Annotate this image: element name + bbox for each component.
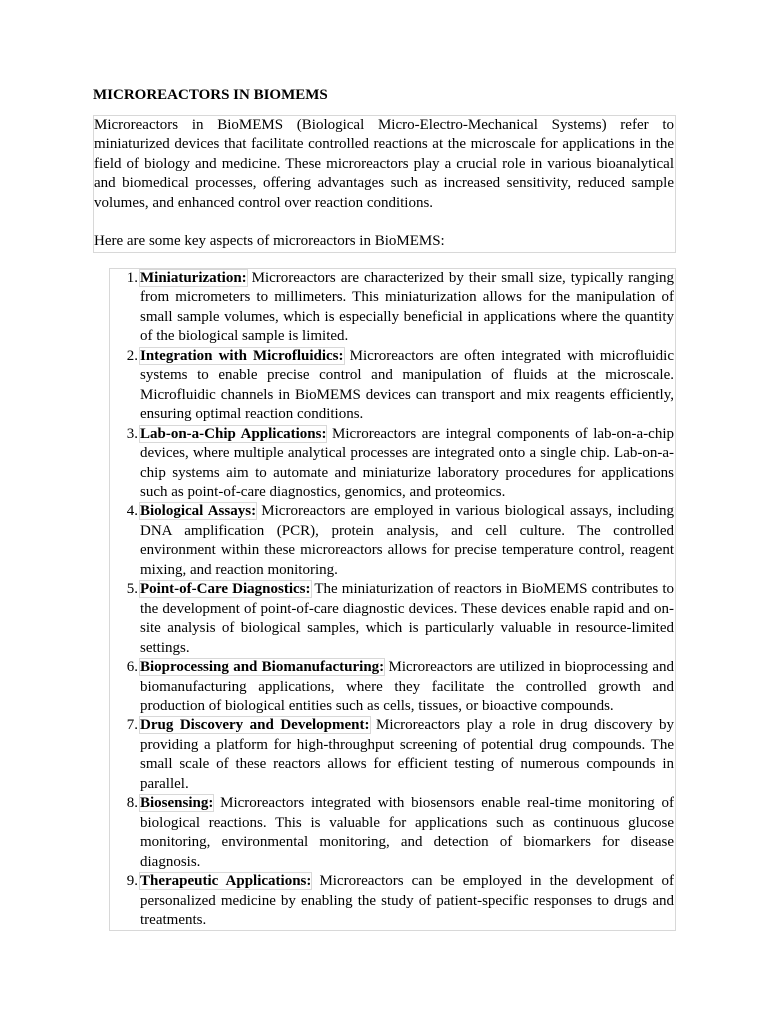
list-item-text: Microreactors are employed in various biological assays, including DNA amplification (PCR), protein analysis, and cell culture. The controlled environment within these microreactors allows for precise temperature control, reagent mixing, and reaction monitoring. bbox=[140, 503, 674, 578]
list-item bbox=[110, 716, 675, 794]
list-item bbox=[110, 269, 675, 347]
list-item-body bbox=[139, 425, 675, 503]
lead-in-paragraph: Here are some key aspects of microreactors in BioMEMS: bbox=[94, 233, 445, 250]
list-item-term: Lab-on-a-Chip Applications: bbox=[140, 425, 327, 442]
list-item-body bbox=[139, 269, 675, 347]
list-item-body bbox=[139, 716, 675, 794]
list-item-number: 6. bbox=[126, 659, 138, 676]
list-item-text: Microreactors can be employed in the development of personalized medicine by enabling the study of patient-specific responses to drugs and treatments. bbox=[140, 873, 674, 928]
list-item bbox=[110, 658, 675, 716]
list-item-body bbox=[139, 347, 675, 425]
list-item-term: Drug Discovery and Development: bbox=[140, 717, 370, 734]
list-item-term: Bioprocessing and Biomanufacturing: bbox=[140, 659, 385, 676]
list-item-number: 7. bbox=[126, 717, 138, 734]
list-item bbox=[110, 347, 675, 425]
list-item-body bbox=[139, 658, 675, 716]
key-aspects-list bbox=[109, 268, 676, 931]
list-item bbox=[110, 502, 675, 580]
list-item-number: 5. bbox=[126, 581, 138, 598]
list-item bbox=[110, 794, 675, 872]
list-item-number: 1. bbox=[126, 270, 138, 286]
list-item bbox=[110, 425, 675, 503]
list-item-text: Microreactors integrated with biosensors enable real-time monitoring of biological reactions. This is valuable for applications such as continuous glucose monitoring, environmental monitoring, and detection of biomarkers for disease diagnosis. bbox=[140, 795, 674, 870]
intro-paragraph: Microreactors in BioMEMS (Biological Micro-Electro-Mechanical Systems) refer to miniaturized devices that facilitate controlled reactions at the microscale for applications in the field of biology and medicine. These microreactors play a crucial role in various bioanalytical and biomedical processes, offering advantages such as increased sensitivity, reduced sample volumes, and enhanced control over reaction conditions. bbox=[94, 117, 674, 211]
list-item-term: Biological Assays: bbox=[140, 503, 257, 520]
list-item-text: Microreactors are characterized by their small size, typically ranging from micrometers to millimeters. This miniaturization allows for the manipulation of small sample volumes, which is especially beneficial in applications where the quantity of the biological sample is limited. bbox=[140, 270, 674, 345]
document-page bbox=[93, 86, 676, 928]
list-item-number: 9. bbox=[126, 873, 138, 890]
list-item-text: Microreactors are utilized in bioprocessing and biomanufacturing applications, where they facilitate the controlled growth and production of biological entities such as cells, tissues, or bioactive compounds. bbox=[140, 659, 675, 714]
list-item-body bbox=[139, 580, 675, 658]
list-item-body bbox=[139, 794, 675, 872]
list-item-number: 8. bbox=[126, 795, 138, 812]
list-item-number: 4. bbox=[126, 503, 138, 520]
list-item bbox=[110, 580, 675, 658]
list-item-text: Microreactors play a role in drug discovery by providing a platform for high-throughput screening of potential drug compounds. The small scale of these reactors allows for efficient testing of numerous compounds in parallel. bbox=[140, 717, 674, 792]
list-item-text: Microreactors are often integrated with microfluidic systems to enable precise control and manipulation of fluids at the microscale. Microfluidic channels in BioMEMS devices can transport and mix reagents efficiently, ensuring optimal reaction conditions. bbox=[140, 347, 675, 423]
list-item-number: 2. bbox=[126, 347, 138, 364]
list-item-body bbox=[139, 502, 675, 580]
list-item-body bbox=[139, 872, 675, 930]
list-item-term: Point-of-Care Diagnostics: bbox=[140, 581, 311, 598]
list-item-term: Biosensing: bbox=[140, 795, 214, 812]
list-item-text: Microreactors are integral components of lab-on-a-chip devices, where multiple analytical processes are integrated onto a single chip. Lab-on-a-chip systems aim to automate and miniaturize laboratory procedures for applications such as point-of-care diagnostics, genomics, and proteomics. bbox=[140, 425, 674, 500]
list-item bbox=[110, 872, 675, 930]
list-item-term: Therapeutic Applications: bbox=[140, 873, 312, 890]
document-title: MICROREACTORS IN BIOMEMS bbox=[93, 87, 328, 103]
list-item-term: Miniaturization: bbox=[140, 270, 247, 286]
list-item-text: The miniaturization of reactors in BioMEMS contributes to the development of point-of-care diagnostic devices. These devices enable rapid and on-site analysis of biological samples, which is particularly valuable in resource-limited settings. bbox=[140, 581, 674, 656]
list-item-term: Integration with Microfluidics: bbox=[140, 347, 344, 364]
intro-section bbox=[93, 115, 676, 253]
list-item-number: 3. bbox=[126, 425, 138, 442]
